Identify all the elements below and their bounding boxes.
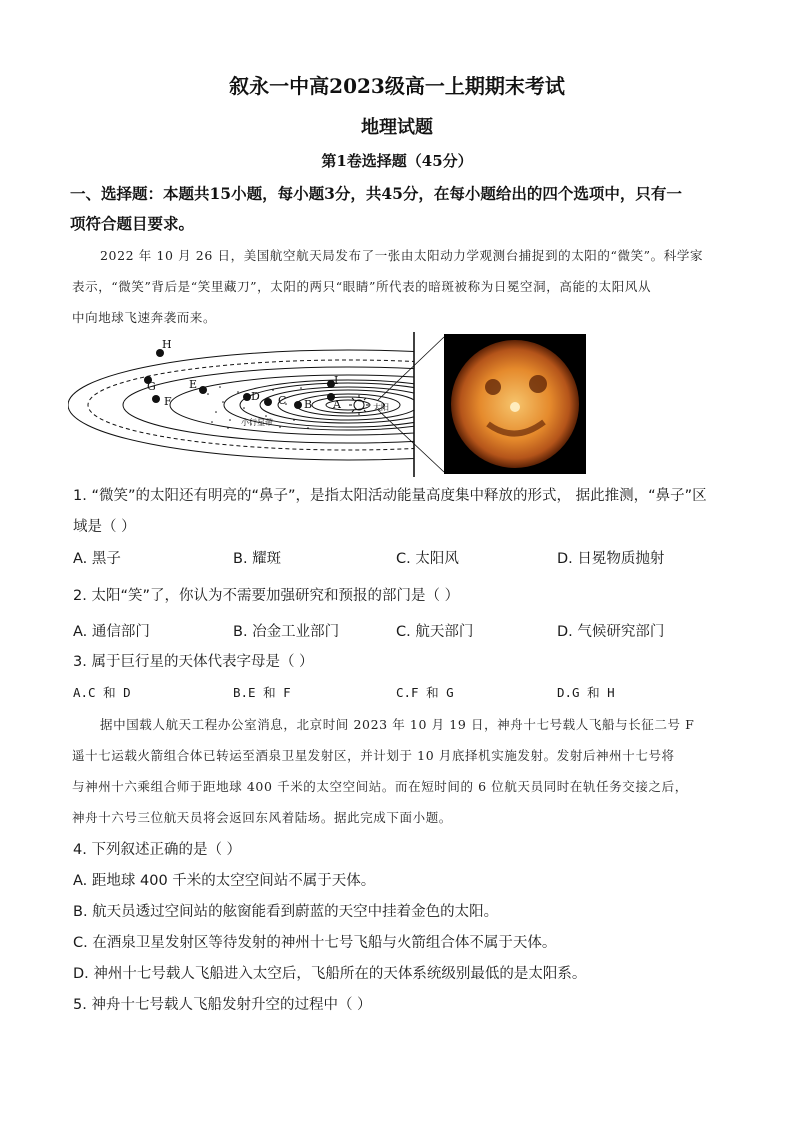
q1-stem-line-2: 域是（ ）: [73, 519, 136, 535]
label-f: F: [164, 395, 172, 408]
q1-stem-line-1: 1. “微笑”的太阳还有明亮的“鼻子”，是指太阳活动能量高度集中释放的形式， 据此推测，“鼻子”区: [73, 488, 707, 504]
q1-option-c: C. 太阳风: [396, 551, 459, 567]
q3-option-b: B.E 和 F: [233, 685, 291, 700]
exam-title: 叙永一中高2023级高一上期期末考试: [229, 74, 565, 98]
label-b: B: [304, 398, 313, 411]
passage2-line-1: 据中国载人航天工程办公室消息，北京时间 2023 年 10 月 19 日，神舟十七号载人飞船与长征二号 F: [100, 717, 695, 732]
q4-option-d: D. 神州十七号载人飞船进入太空后，飞船所在的天体系统级别最低的是太阳系。: [73, 966, 587, 982]
q1-option-d: D. 日冕物质抛射: [557, 551, 665, 567]
q2-option-b: B. 冶金工业部门: [233, 624, 340, 640]
label-c: C: [278, 394, 287, 407]
sun-symbol: [349, 395, 369, 415]
label-asteroid-belt: 小行星带: [241, 418, 273, 427]
passage2-line-3: 与神州十六乘组合师于距地球 400 千米的太空空间站。而在短时间的 6 位航天员同时在轨任务交接之后，: [72, 779, 688, 794]
label-sun: 太阳: [373, 403, 389, 412]
passage1-line-1: 2022 年 10 月 26 日，美国航空航天局发布了一张由太阳动力学观测台捕捉到的太阳的“微笑”。科学家: [100, 248, 704, 263]
planet-b: [294, 401, 302, 409]
label-e: E: [189, 378, 198, 391]
solar-system-diagram: [68, 332, 588, 477]
label-i: I: [334, 374, 339, 387]
q2-stem: 2. 太阳“笑”了，你认为不需要加强研究和预报的部门是（ ）: [73, 588, 460, 604]
passage1-line-3: 中向地球飞速奔袭而来。: [72, 310, 217, 325]
sun-photo: [444, 334, 586, 474]
solar-system-figure: [68, 332, 588, 477]
q4-option-a: A. 距地球 400 千米的太空空间站不属于天体。: [73, 873, 376, 889]
planet-c: [264, 398, 272, 406]
q2-option-c: C. 航天部门: [396, 624, 474, 640]
q4-option-b: B. 航天员透过空间站的舷窗能看到蔚蓝的天空中挂着金色的太阳。: [73, 904, 499, 920]
passage1-line-2: 表示，“微笑”背后是“笑里藏刀”，太阳的两只“眼睛”所代表的暗斑被称为日冕空洞，高能的太阳风从: [72, 279, 652, 294]
q3-stem: 3. 属于巨行星的天体代表字母是（ ）: [73, 654, 314, 670]
label-h: H: [162, 338, 172, 351]
q1-option-a: A. 黑子: [73, 551, 121, 567]
q3-option-d: D.G 和 H: [557, 685, 615, 700]
section-heading: 第1卷选择题（45分）: [321, 152, 473, 170]
q3-option-a: A.C 和 D: [73, 685, 131, 700]
planet-d: [243, 393, 251, 401]
passage2-line-2: 遥十七运载火箭组合体已转运至酒泉卫星发射区，并计划于 10 月底择机实施发射。发射后神州十七号将: [72, 748, 675, 763]
instructions-line-1: 一、选择题：本题共15小题，每小题3分，共45分，在每小题给出的四个选项中，只有一: [70, 184, 682, 203]
subject-title: 地理试题: [361, 117, 433, 138]
q2-option-d: D. 气候研究部门: [557, 624, 665, 640]
q4-stem: 4. 下列叙述正确的是（ ）: [73, 842, 242, 858]
passage2-line-4: 神舟十六号三位航天员将会返回东风着陆场。据此完成下面小题。: [72, 810, 452, 825]
q4-option-c: C. 在酒泉卫星发射区等待发射的神州十七号飞船与火箭组合体不属于天体。: [73, 935, 557, 951]
label-g: G: [147, 380, 156, 393]
q3-option-c: C.F 和 G: [396, 685, 454, 700]
label-d: D: [251, 390, 260, 403]
planet-f: [152, 395, 160, 403]
planet-e: [199, 386, 207, 394]
q5-stem: 5. 神舟十七号载人飞船发射升空的过程中（ ）: [73, 997, 372, 1013]
instructions-line-2: 项符合题目要求。: [70, 214, 195, 233]
label-a: A: [333, 398, 341, 411]
q2-option-a: A. 通信部门: [73, 624, 150, 640]
q1-option-b: B. 耀斑: [233, 551, 282, 567]
